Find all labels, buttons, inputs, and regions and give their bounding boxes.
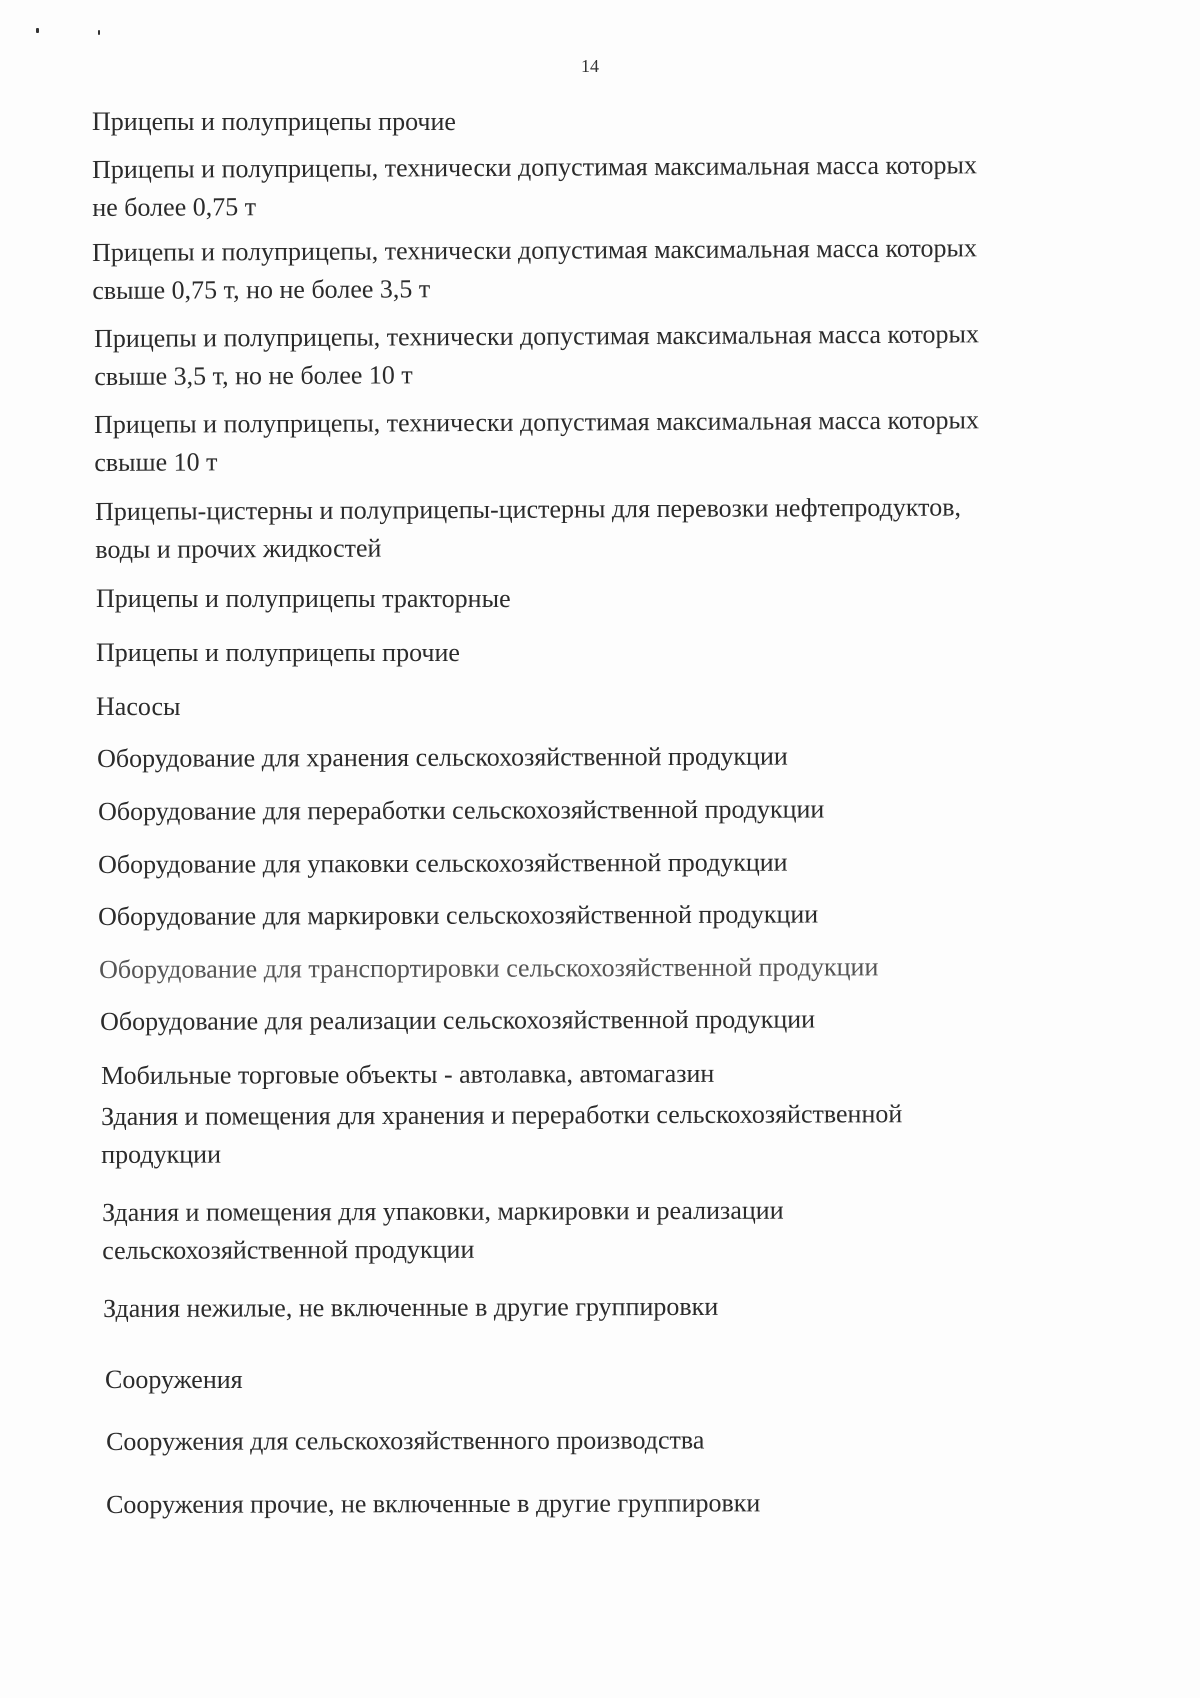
- list-item-line: Оборудование для переработки сельскохозяйственной продукции: [98, 794, 825, 826]
- list-item-line: Оборудование для транспортировки сельскохозяйственной продукции: [99, 952, 879, 984]
- list-item-line: Насосы: [96, 692, 181, 721]
- scan-mark-right: [98, 30, 100, 35]
- list-item: [96, 580, 511, 618]
- list-item: [97, 738, 788, 778]
- list-item-line: Оборудование для хранения сельскохозяйственной продукции: [97, 741, 788, 773]
- list-item: [105, 1361, 243, 1399]
- list-item-line: свыше 0,75 т, но не более 3,5 т: [92, 274, 431, 305]
- list-item: [95, 488, 961, 569]
- list-item: [100, 1001, 815, 1041]
- list-item: [92, 229, 977, 310]
- list-item: [101, 1055, 714, 1095]
- list-item: [96, 688, 181, 726]
- list-item: [106, 1421, 704, 1461]
- list-item: [101, 1095, 902, 1174]
- list-item: [106, 1484, 760, 1524]
- list-item-line: сельскохозяйственной продукции: [102, 1234, 475, 1265]
- page-number: 14: [581, 56, 599, 76]
- list-item-line: Здания и помещения для хранения и переработки сельскохозяйственной: [101, 1099, 903, 1131]
- list-item-line: Мобильные торговые объекты - автолавка, автомагазин: [101, 1058, 715, 1090]
- list-item-line: Сооружения: [105, 1365, 243, 1394]
- list-item-line: воды и прочих жидкостей: [95, 533, 382, 564]
- list-item-line: Прицепы и полуприцепы, технически допустимая максимальная масса которых: [94, 319, 980, 353]
- list-item: [98, 790, 824, 831]
- list-item-line: Сооружения прочие, не включенные в другие группировки: [106, 1488, 761, 1519]
- list-item-line: Прицепы и полуприцепы, технически допустимая максимальная масса которых: [94, 405, 980, 439]
- list-item-line: не более 0,75 т: [92, 192, 257, 222]
- list-item-line: свыше 3,5 т, но не более 10 т: [94, 360, 413, 391]
- list-item: [98, 895, 818, 936]
- list-item-line: Оборудование для упаковки сельскохозяйственной продукции: [98, 847, 788, 879]
- list-item: [94, 401, 979, 482]
- list-item-line: свыше 10 т: [94, 447, 218, 477]
- list-item-line: Здания и помещения для упаковки, маркировки и реализации: [102, 1195, 784, 1227]
- list-item-line: Прицепы и полуприцепы прочие: [96, 638, 460, 667]
- list-item-line: Оборудование для реализации сельскохозяйственной продукции: [100, 1004, 816, 1036]
- list-item-line: Прицепы и полуприцепы, технически допустимая максимальная масса которых: [92, 233, 978, 267]
- list-item-line: Сооружения для сельскохозяйственного производства: [106, 1425, 705, 1456]
- list-item: [98, 844, 788, 884]
- list-item: [103, 1288, 718, 1328]
- list-item-line: Прицепы и полуприцепы тракторные: [96, 584, 511, 613]
- scan-mark-left: [36, 28, 39, 33]
- list-item-line: продукции: [101, 1139, 222, 1169]
- list-item: [99, 948, 878, 989]
- list-item: [94, 315, 979, 396]
- list-item-line: Оборудование для маркировки сельскохозяйственной продукции: [98, 899, 819, 931]
- list-item-line: Прицепы и полуприцепы, технически допустимая максимальная масса которых: [92, 150, 978, 184]
- list-item: [92, 103, 456, 141]
- list-item-line: Прицепы и полуприцепы прочие: [92, 107, 456, 136]
- list-item: [102, 1192, 784, 1270]
- list-item: [96, 634, 460, 672]
- list-item-line: Здания нежилые, не включенные в другие группировки: [103, 1291, 719, 1323]
- list-item: [92, 146, 977, 227]
- list-item-line: Прицепы-цистерны и полуприцепы-цистерны для перевозки нефтепродуктов,: [95, 492, 962, 526]
